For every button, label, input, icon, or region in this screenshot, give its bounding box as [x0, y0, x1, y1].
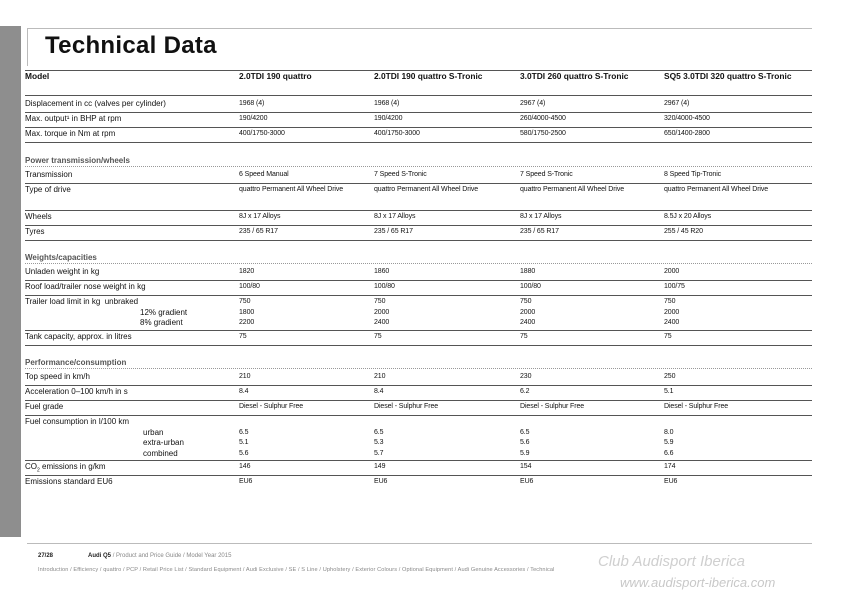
trailer-sublabel: 12% gradient — [140, 307, 188, 317]
row-value: 250 — [664, 373, 676, 380]
row-label: Unladen weight in kg — [25, 267, 100, 276]
row-value: Diesel - Sulphur Free — [664, 403, 729, 410]
spec-row-unladen — [25, 267, 812, 281]
row-value: 100/80 — [374, 283, 395, 290]
row-value: 2967 (4) — [520, 100, 546, 107]
model-label: Model — [25, 71, 50, 81]
row-value: 174 — [664, 463, 676, 470]
row-value: 5.1 — [664, 388, 674, 395]
row-label: $CO_2$ emissions in g/km — [25, 462, 106, 474]
row-value: 400/1750-3000 — [239, 130, 285, 137]
footer-divider — [27, 543, 812, 544]
row-value: 146 — [239, 463, 251, 470]
spec-row-displacement — [25, 99, 812, 113]
consumption-sublabel: extra-urban — [143, 438, 184, 447]
trailer-sublabel: unbraked — [104, 297, 139, 306]
row-value: 8J x 17 Alloys — [520, 213, 562, 220]
row-value: 400/1750-3000 — [374, 130, 420, 137]
row-value: 190/4200 — [239, 115, 268, 122]
row-value: 230 — [520, 373, 532, 380]
footer-model-name: Audi Q5 — [88, 553, 112, 559]
row-value: 320/4000-4500 — [664, 115, 710, 122]
spec-row-output — [25, 114, 812, 128]
row-value: 235 / 65 R17 — [239, 228, 278, 235]
row-label: Max. torque in Nm at rpm — [25, 129, 116, 138]
row-label: Wheels — [25, 212, 52, 221]
row-value: 255 / 45 R20 — [664, 228, 703, 235]
row-value: 7 Speed S-Tronic — [374, 171, 427, 178]
row-value: 190/4200 — [374, 115, 403, 122]
model-header-row — [25, 70, 812, 96]
trailer-label: Trailer load limit in kg — [25, 297, 101, 306]
row-value: Diesel - Sulphur Free — [374, 403, 439, 410]
footer-model — [88, 553, 231, 559]
row-value: quattro Permanent All Wheel Drive — [664, 186, 769, 193]
row-value: 6.5 5.6 5.9 — [520, 428, 530, 457]
spec-row-tank — [25, 332, 812, 346]
row-label: Top speed in km/h — [25, 372, 90, 381]
row-value: 210 — [239, 373, 251, 380]
row-value: 7 Speed S-Tronic — [520, 171, 573, 178]
row-value: 75 — [374, 333, 382, 340]
spec-row-emissions — [25, 477, 812, 490]
row-label — [25, 417, 235, 459]
row-label: Displacement in cc (valves per cylinder) — [25, 99, 166, 108]
row-value: 6.5 5.1 5.6 — [239, 428, 249, 457]
spec-row-transmission — [25, 170, 812, 184]
spec-row-co2 — [25, 462, 812, 476]
spec-row-acceleration — [25, 387, 812, 401]
row-value: quattro Permanent All Wheel Drive — [520, 186, 625, 193]
row-value: quattro Permanent All Wheel Drive — [374, 186, 479, 193]
watermark-url: www.audisport-iberica.com — [620, 575, 776, 590]
row-value: 75 — [520, 333, 528, 340]
row-label: Type of drive — [25, 185, 71, 194]
row-label: Transmission — [25, 170, 73, 179]
row-value: 1860 — [374, 268, 390, 275]
spec-row-trailer — [25, 297, 812, 331]
consumption-sublabel: urban — [143, 427, 164, 437]
row-label: Tank capacity, approx. in litres — [25, 332, 132, 341]
row-value: 100/80 — [239, 283, 260, 290]
spec-row-tyres — [25, 227, 812, 241]
spec-row-top-speed — [25, 372, 812, 386]
row-value: 75 — [664, 333, 672, 340]
row-value: Diesel - Sulphur Free — [520, 403, 585, 410]
row-value: 6 Speed Manual — [239, 171, 289, 178]
row-value: 750 2000 2400 — [374, 298, 390, 326]
row-value: 2967 (4) — [664, 100, 690, 107]
row-value: 8J x 17 Alloys — [374, 213, 416, 220]
spec-row-wheels — [25, 212, 812, 226]
row-value: Diesel - Sulphur Free — [239, 403, 304, 410]
side-bar — [0, 26, 21, 537]
watermark-club: Club Audisport Iberica — [598, 553, 746, 570]
spec-row-fuel-grade — [25, 402, 812, 416]
row-value: 1880 — [520, 268, 536, 275]
row-value: 8J x 17 Alloys — [239, 213, 281, 220]
footer-guide: / Product and Price Guide / Model Year 2015 — [112, 553, 232, 559]
page-title: Technical Data — [45, 32, 217, 59]
row-value: 8.0 5.9 6.6 — [664, 428, 674, 457]
footer-navigation[interactable]: Introduction / Efficiency / quattro / PCP / Retail Price List / Standard Equipment / Audi Exclusive / SE / S Line / Upholstery / Exterior Colours / Optional Equipment / Audi Genuine Accessories / Technical — [38, 567, 555, 573]
trailer-sublabel: 8% gradient — [140, 318, 183, 327]
row-value: 8.4 — [239, 388, 249, 395]
row-value: 6.2 — [520, 388, 530, 395]
spec-row-consumption — [25, 417, 812, 461]
consumption-sublabel: combined — [143, 448, 178, 458]
row-value: 750 2000 2400 — [664, 298, 680, 326]
row-label: Roof load/trailer nose weight in kg — [25, 282, 146, 291]
row-value: 750 2000 2400 — [520, 298, 536, 326]
row-value: 154 — [520, 463, 532, 470]
model-name: 3.0TDI 260 quattro S-Tronic — [520, 71, 629, 81]
row-label: Tyres — [25, 227, 45, 236]
spec-table — [25, 70, 812, 490]
row-value: 8.5J x 20 Alloys — [664, 213, 712, 220]
row-value: quattro Permanent All Wheel Drive — [239, 186, 344, 193]
section-heading-performance: Performance/consumption — [25, 358, 812, 369]
row-value: 1968 (4) — [239, 100, 265, 107]
row-value: 6.5 5.3 5.7 — [374, 428, 384, 457]
row-value: 100/75 — [664, 283, 685, 290]
row-label: Fuel grade — [25, 402, 64, 411]
row-value: 100/80 — [520, 283, 541, 290]
row-value: 750 1800 2200 — [239, 298, 255, 326]
section-heading-weights: Weights/capacities — [25, 253, 812, 264]
row-value: 75 — [239, 333, 247, 340]
row-value: EU6 — [520, 478, 534, 485]
page-number: 27/28 — [38, 553, 54, 559]
spec-row-roof — [25, 282, 812, 296]
row-label: Acceleration 0–100 km/h in s — [25, 387, 128, 396]
row-value: 8 Speed Tip-Tronic — [664, 171, 722, 178]
row-value: 650/1400-2800 — [664, 130, 710, 137]
row-label: Max. output¹ in BHP at rpm — [25, 114, 122, 123]
row-value: 235 / 65 R17 — [520, 228, 559, 235]
row-value: EU6 — [664, 478, 678, 485]
row-value: 1968 (4) — [374, 100, 400, 107]
row-value: 149 — [374, 463, 386, 470]
row-value: 1820 — [239, 268, 255, 275]
row-value: 260/4000-4500 — [520, 115, 566, 122]
spec-row-torque — [25, 129, 812, 143]
consumption-label: Fuel consumption in l/100 km — [25, 417, 130, 426]
section-heading-power: Power transmission/wheels — [25, 156, 812, 167]
row-value: EU6 — [374, 478, 388, 485]
row-value: 210 — [374, 373, 386, 380]
spec-row-drive — [25, 185, 812, 211]
row-value: 8.4 — [374, 388, 384, 395]
row-value: EU6 — [239, 478, 253, 485]
row-value: 235 / 65 R17 — [374, 228, 413, 235]
row-value: 580/1750-2500 — [520, 130, 566, 137]
row-label: Emissions standard EU6 — [25, 477, 113, 486]
model-name: SQ5 3.0TDI 320 quattro S-Tronic — [664, 71, 792, 81]
row-value: 2000 — [664, 268, 680, 275]
model-name: 2.0TDI 190 quattro — [239, 71, 312, 81]
model-name: 2.0TDI 190 quattro S-Tronic — [374, 71, 483, 81]
row-label — [25, 297, 235, 329]
